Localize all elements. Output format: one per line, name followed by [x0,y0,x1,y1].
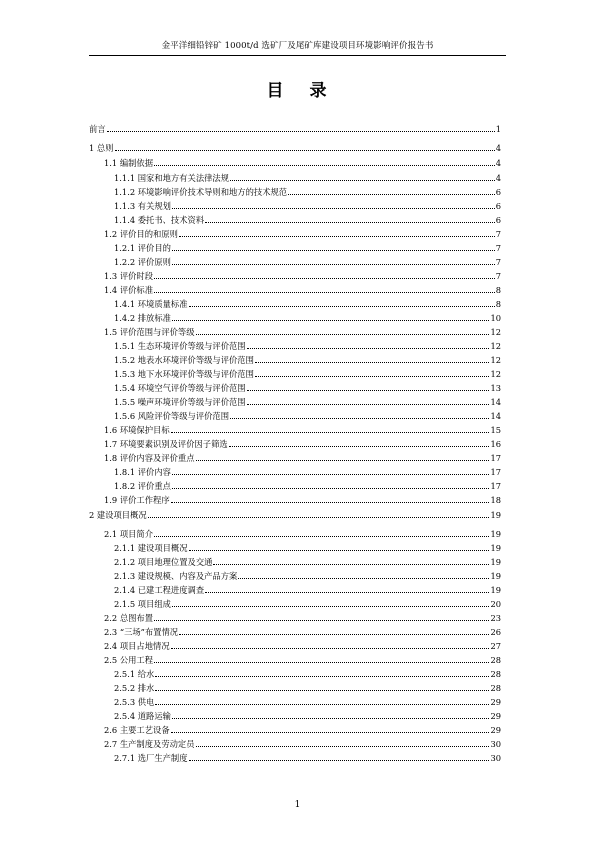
toc-entry-label: 1.4 评价标准 [104,285,154,295]
toc-entry[interactable] [104,639,501,651]
toc-entry-label: 1.1.4 委托书、技术资料 [114,215,205,225]
toc-entry-page: 23 [490,613,501,623]
toc-entry-label: 2.1.2 项目地理位置及交通 [114,557,213,567]
toc-leader-dots [247,390,490,391]
title-char-2: 录 [309,81,329,101]
toc-leader-dots [196,746,490,747]
toc-entry-page: 4 [495,173,501,183]
toc-entry[interactable] [104,451,501,463]
toc-entry-label: 2.3 “三场”布置情况 [104,627,179,637]
toc-leader-dots [154,620,489,621]
toc-leader-dots [230,180,495,181]
toc-entry-label: 1.7 环境要素识别及评价因子筛选 [104,439,228,449]
toc-leader-dots [196,334,490,335]
page-number: 1 [294,800,301,810]
toc-entry[interactable] [114,255,501,267]
toc-entry[interactable] [114,465,501,477]
toc-entry-page: 12 [490,369,501,379]
toc-leader-dots [213,564,489,565]
toc-entry[interactable] [114,555,501,567]
toc-entry-label: 1 总则 [89,143,114,153]
toc-entry[interactable] [104,611,501,623]
toc-entry-page: 4 [495,143,501,153]
toc-entry[interactable] [114,185,501,197]
toc-entry[interactable] [114,751,501,763]
toc-entry[interactable] [104,283,501,295]
toc-leader-dots [154,165,495,166]
toc-entry[interactable] [104,423,501,435]
toc-entry-label: 2.5.4 道路运输 [114,711,171,721]
toc-entry-label: 1.2.2 评价原则 [114,257,171,267]
toc-entry[interactable] [89,508,501,520]
toc-entry-label: 2.4 项目占地情况 [104,641,170,651]
toc-leader-dots [255,376,490,377]
toc-entry-page: 19 [490,543,501,553]
toc-entry[interactable] [114,695,501,707]
toc-entry-label: 1.5.2 地表水环境评价等级与评价范围 [114,355,254,365]
toc-entry[interactable] [114,171,501,183]
toc-leader-dots [189,760,490,761]
toc-leader-dots [172,208,495,209]
toc-leader-dots [155,690,489,691]
toc-entry[interactable] [114,597,501,609]
toc-entry[interactable] [104,269,501,281]
toc-entry-page: 8 [495,285,501,295]
toc-leader-dots [154,292,495,293]
toc-entry-label: 1.5.4 环境空气评价等级与评价范围 [114,383,246,393]
toc-entry-label: 1.1.2 环境影响评价技术导则和地方的技术规范 [114,187,288,197]
toc-entry[interactable] [114,395,501,407]
toc-entry[interactable] [114,583,501,595]
toc-entry-label: 2.5.1 给水 [114,669,155,679]
toc-entry[interactable] [104,527,501,539]
toc-entry-page: 12 [490,355,501,365]
toc-entry-page: 19 [490,510,501,520]
toc-entry[interactable] [114,409,501,421]
toc-leader-dots [229,446,490,447]
toc-leader-dots [255,362,490,363]
toc-entry-page: 12 [490,327,501,337]
toc-leader-dots [247,348,490,349]
toc-entry[interactable] [104,723,501,735]
toc-entry-label: 2.5 公用工程 [104,655,154,665]
toc-entry-page: 7 [495,257,501,267]
toc-entry[interactable] [114,199,501,211]
toc-entry[interactable] [89,141,501,153]
toc-entry-label: 1.2.1 评价目的 [114,243,171,253]
toc-entry[interactable] [114,367,501,379]
toc-leader-dots [115,150,495,151]
toc-leader-dots [172,250,495,251]
title-char-1: 目 [266,81,286,101]
toc-entry-page: 19 [490,557,501,567]
toc-entry-page: 7 [495,271,501,281]
toc-leader-dots [189,550,490,551]
toc-leader-dots [172,474,490,475]
toc-entry-page: 14 [490,397,501,407]
toc-leader-dots [247,404,490,405]
toc-entry-label: 前言 [89,124,106,134]
toc-entry-page: 28 [490,669,501,679]
toc-leader-dots [155,676,489,677]
toc-entry-page: 12 [490,341,501,351]
toc-leader-dots [230,418,489,419]
toc-entry-page: 17 [490,467,501,477]
toc-leader-dots [172,320,490,321]
toc-leader-dots [205,592,489,593]
toc-entry-page: 7 [495,229,501,239]
toc-entry-label: 2.6 主要工艺设备 [104,725,170,735]
toc-entry[interactable] [104,653,501,665]
toc-entry-label: 1.5.3 地下水环境评价等级与评价范围 [114,369,254,379]
toc-entry[interactable] [104,156,501,168]
toc-entry[interactable] [114,709,501,721]
toc-entry[interactable] [114,667,501,679]
toc-entry-page: 18 [490,495,501,505]
toc-leader-dots [179,236,495,237]
toc-leader-dots [238,578,489,579]
toc-entry-label: 1.3 评价时段 [104,271,154,281]
toc-leader-dots [172,488,490,489]
toc-entry-page: 26 [490,627,501,637]
toc-entry-label: 1.1.3 有关规划 [114,201,171,211]
toc-entry-label: 1.5.6 风险评价等级与评价范围 [114,411,230,421]
toc-entry-label: 1.1 编制依据 [104,158,154,168]
toc-leader-dots [148,517,490,518]
toc-entry-page: 15 [490,425,501,435]
toc-leader-dots [179,634,489,635]
toc-entry-label: 2.1.1 建设项目概况 [114,543,188,553]
toc-entry[interactable] [104,737,501,749]
toc-entry-label: 1.5.5 噪声环境评价等级与评价范围 [114,397,246,407]
toc-entry[interactable] [114,381,501,393]
toc-entry-page: 19 [490,585,501,595]
toc-entry-label: 2.7.1 选厂生产制度 [114,753,188,763]
toc-entry-page: 29 [490,725,501,735]
toc-entry-page: 28 [490,655,501,665]
toc-leader-dots [172,264,495,265]
toc-entry-page: 6 [495,215,501,225]
toc-entry-label: 1.4.1 环境质量标准 [114,299,188,309]
toc-leader-dots [171,432,490,433]
toc-entry-label: 1.8.1 评价内容 [114,467,171,477]
toc-leader-dots [189,306,495,307]
toc-entry[interactable] [114,681,501,693]
toc-entry[interactable] [114,569,501,581]
toc-entry-page: 6 [495,187,501,197]
toc-leader-dots [288,194,495,195]
toc-entry-page: 29 [490,711,501,721]
toc-entry-label: 1.8 评价内容及评价重点 [104,453,195,463]
toc-entry-page: 14 [490,411,501,421]
toc-entry-label: 2.7 生产制度及劳动定员 [104,739,195,749]
toc-entry[interactable] [104,625,501,637]
toc-entry[interactable] [104,325,501,337]
toc-entry[interactable] [104,227,501,239]
toc-leader-dots [154,278,495,279]
toc-entry-page: 1 [495,124,501,134]
toc-leader-dots [155,704,489,705]
toc-entry[interactable] [114,241,501,253]
toc-entry-label: 2.1.5 项目组成 [114,599,171,609]
toc-entry[interactable] [114,479,501,491]
toc-entry-page: 4 [495,158,501,168]
toc-entry[interactable] [114,541,501,553]
toc-entry-label: 1.5 评价范围与评价等级 [104,327,195,337]
toc-entry-page: 29 [490,697,501,707]
toc-entry[interactable] [104,437,501,449]
toc-entry[interactable] [114,353,501,365]
toc-leader-dots [154,662,489,663]
toc-leader-dots [154,536,489,537]
toc-leader-dots [172,718,490,719]
running-header: 金平洋细铅锌矿 1000t/d 选矿厂及尾矿库建设项目环境影响评价报告书 [161,41,434,51]
toc-entry-page: 27 [490,641,501,651]
toc-entry[interactable] [114,213,501,225]
toc-entry-label: 1.4.2 排放标准 [114,313,171,323]
toc-entry-label: 2.5.2 排水 [114,683,155,693]
toc-entry-page: 30 [490,753,501,763]
toc-leader-dots [171,732,490,733]
toc-leader-dots [205,222,495,223]
toc-entry-label: 1.5.1 生态环境评价等级与评价范围 [114,341,246,351]
toc-entry-label: 2.2 总图布置 [104,613,154,623]
toc-entry-label: 2.5.3 供电 [114,697,155,707]
toc-entry[interactable] [114,311,501,323]
toc-entry-page: 19 [490,529,501,539]
toc-leader-dots [196,460,490,461]
toc-leader-dots [171,648,490,649]
toc-entry[interactable] [89,122,501,134]
toc-entry-label: 2.1.4 已建工程进度调查 [114,585,205,595]
toc-entry-page: 6 [495,201,501,211]
toc-entry-page: 7 [495,243,501,253]
toc-entry-page: 20 [490,599,501,609]
toc-leader-dots [172,606,490,607]
toc-entry-label: 1.9 评价工作程序 [104,495,170,505]
toc-entry-label: 2 建设项目概况 [89,510,147,520]
toc-entry-page: 16 [490,439,501,449]
toc-entry-page: 28 [490,683,501,693]
toc-leader-dots [107,131,495,132]
toc-entry-page: 30 [490,739,501,749]
toc-entry-page: 13 [490,383,501,393]
toc-entry-page: 8 [495,299,501,309]
toc-leader-dots [171,502,490,503]
toc-entry-label: 1.8.2 评价重点 [114,481,171,491]
toc-entry[interactable] [114,297,501,309]
toc-entry-label: 1.1.1 国家和地方有关法律法规 [114,173,230,183]
toc-entry-page: 17 [490,481,501,491]
toc-entry-page: 19 [490,571,501,581]
toc-entry-label: 2.1 项目简介 [104,529,154,539]
toc-entry-label: 2.1.3 建设规模、内容及产品方案 [114,571,238,581]
toc-entry-label: 1.2 评价目的和原则 [104,229,178,239]
toc-entry-label: 1.6 环境保护目标 [104,425,170,435]
toc-entry-page: 10 [490,313,501,323]
toc-entry[interactable] [104,493,501,505]
toc-entry-page: 17 [490,453,501,463]
toc-entry[interactable] [114,339,501,351]
